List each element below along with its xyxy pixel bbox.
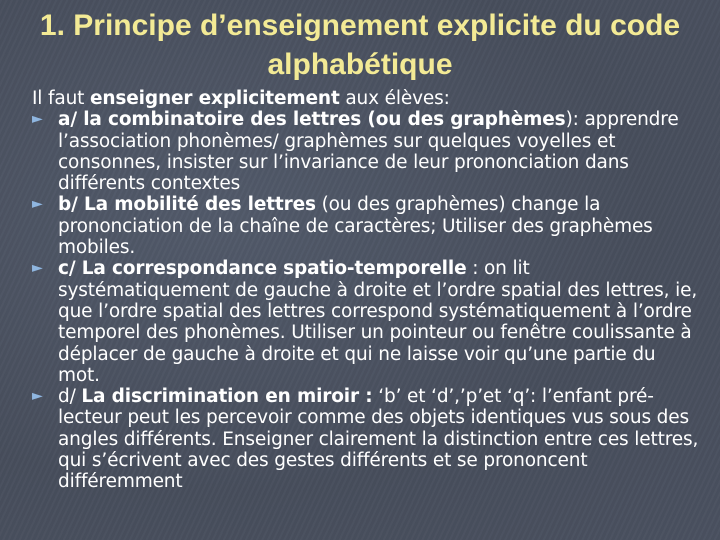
bullet-text: ‘b’ et ‘d’,’p’et ‘q’: l’enfant pré-lecteur peut les percevoir comme des objets identiques vus sous des angles différents. Enseigner clairement la distinction entre ces lettres, qui s’écrivent avec des gestes différents et se prononcent différemment [58,386,699,493]
bullet-discrimination [32,386,700,492]
slide-body [32,88,700,493]
bullet-arrow-icon: ► [32,196,43,213]
bullet-arrow-icon: ► [32,260,43,277]
intro-bold: enseigner explicitement [90,88,340,109]
slide-title: 1. Principe d’enseignement explicite du code alphabétique [39,9,681,81]
bullet-pre: d/ [58,386,82,408]
bullet-correspondance [32,258,700,386]
bullet-bold: a/ la combinatoire des lettres (ou des graphèmes [58,109,566,131]
intro-line [32,88,700,109]
bullet-bold: c/ La correspondance spatio-temporelle [58,258,467,280]
bullet-combinatoire [32,109,700,194]
intro-post: aux élèves: [339,88,450,109]
bullet-mobilite [32,194,700,258]
intro-pre: Il faut [32,88,90,109]
bullet-bold: La discrimination en miroir : [81,386,373,408]
bullet-arrow-icon: ► [32,111,43,128]
bullet-text: ): apprendre l’association phonèmes/ graphèmes sur quelques voyelles et consonnes, insister sur l’invariance de leur prononciation dans différents contextes [58,109,679,195]
bullet-arrow-icon: ► [32,388,43,405]
bullet-bold: b/ La mobilité des lettres [58,194,316,216]
bullet-text: (ou des graphèmes) change la prononciation de la chaîne de caractères; Utiliser des graphèmes mobiles. [58,194,653,259]
bullet-text: : on lit systématiquement de gauche à droite et l’ordre spatial des lettres, ie, que l’ordre spatial des lettres correspond systématiquement à l’ordre temporel des phonèmes. Utiliser un pointeur ou fenêtre coulissante à déplacer de gauche à droite et qui ne laisse voir qu’une partie du mot. [58,258,698,386]
